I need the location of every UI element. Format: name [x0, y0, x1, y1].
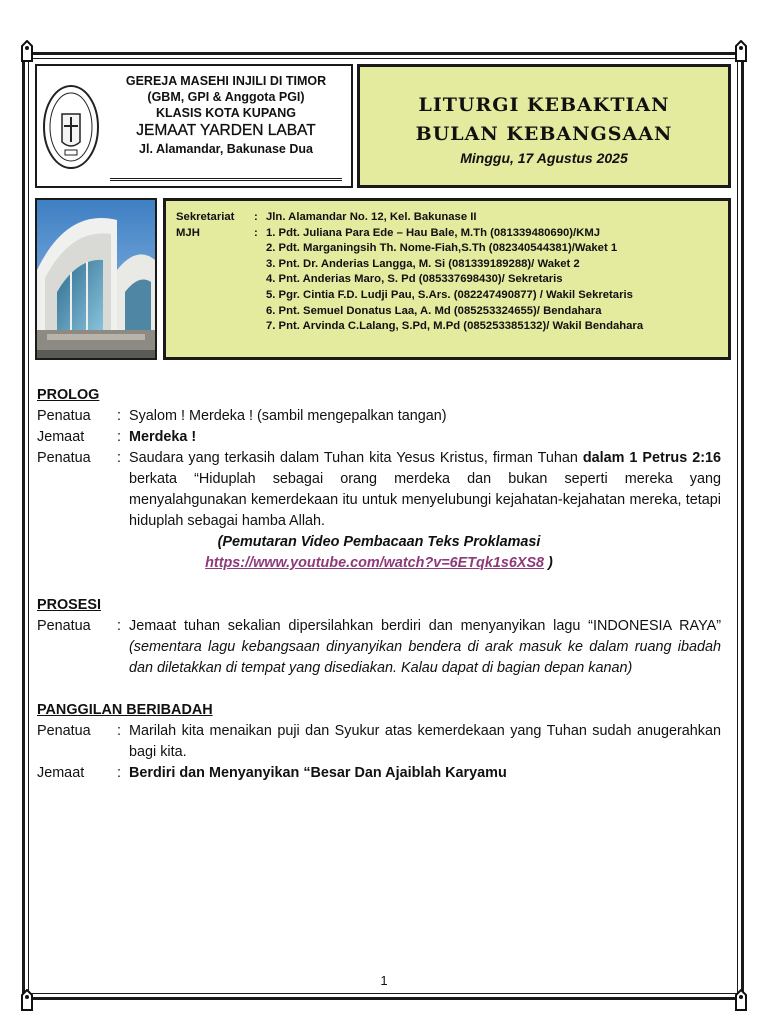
corner-ornament-bottom-right — [733, 989, 749, 1011]
colon: : — [117, 723, 121, 739]
liturgy-text — [129, 448, 721, 532]
section-heading-prolog: PROLOG — [37, 387, 100, 403]
liturgy-line — [37, 721, 721, 763]
liturgy-content — [37, 385, 721, 784]
church-address: Jl. Alamandar, Bakunase Dua — [139, 142, 313, 156]
separator: : — [254, 211, 258, 223]
mjh-member: 4. Pnt. Anderias Maro, S. Pd (085337698430)/ Sekretaris — [266, 273, 563, 286]
church-photo — [35, 198, 157, 360]
mjh-member: 3. Pnt. Dr. Anderias Langga, M. Si (081339189288)/ Waket 2 — [266, 257, 580, 270]
secretariat-info-box — [163, 198, 731, 360]
video-link[interactable]: https://www.youtube.com/watch?v=6ETqk1s6XS8 — [205, 555, 545, 571]
video-note: (Pemutaran Video Pembacaan Teks Proklamasi — [217, 534, 541, 550]
scripture-intro: Saudara yang terkasih dalam Tuhan kita Yesus Kristus, firman Tuhan — [129, 450, 583, 466]
separator: : — [254, 226, 258, 239]
church-affiliation: (GBM, GPI & Anggota PGI) — [147, 90, 305, 104]
speaker-role: Penatua — [37, 408, 91, 424]
speaker-role: Jemaat — [37, 765, 85, 781]
mjh-label: MJH — [176, 226, 200, 239]
mjh-member: 5. Pgr. Cintia F.D. Ludji Pau, S.Ars. (082247490877) / Wakil Sekretaris — [266, 288, 633, 301]
liturgy-title-box — [357, 64, 731, 188]
video-link-line — [37, 553, 721, 574]
colon: : — [117, 450, 121, 466]
liturgy-response: Berdiri dan Menyanyikan “Besar Dan Ajaiblah Karyamu — [129, 765, 507, 781]
speaker-role: Penatua — [37, 450, 91, 466]
church-classis: KLASIS KOTA KUPANG — [155, 106, 297, 120]
speaker-role: Penatua — [37, 723, 91, 739]
liturgy-line — [37, 427, 721, 448]
section-heading-panggilan-beribadah: PANGGILAN BERIBADAH — [37, 702, 213, 718]
liturgy-subtitle: BULAN KEBANGSAAN — [415, 123, 673, 145]
colon: : — [117, 408, 121, 424]
speaker-role: Penatua — [37, 618, 91, 634]
liturgy-text: Syalom ! Merdeka ! (sambil mengepalkan tangan) — [129, 408, 447, 424]
mjh-member: 6. Pnt. Semuel Donatus Laa, A. Md (085253324655)/ Bendahara — [266, 304, 602, 317]
liturgy-date: Minggu, 17 Agustus 2025 — [460, 150, 628, 166]
secretariat-label: Sekretariat — [176, 211, 235, 223]
procession-note: (sementara lagu kebangsaan dinyanyikan bendera di arak masuk ke dalam ruang ibadah dan diletakkan di tempat yang disediakan. Kalau dapat di bagian depan kanan) — [129, 639, 721, 676]
liturgy-line — [37, 763, 721, 784]
church-logo-icon — [42, 84, 100, 170]
procession-instruction: Jemaat tuhan sekalian dipersilahkan berdiri dan menyanyikan lagu “INDONESIA RAYA” — [129, 618, 721, 634]
liturgy-response: Merdeka ! — [129, 429, 197, 445]
colon: : — [117, 765, 121, 781]
mjh-member: 2. Pdt. Marganingsih Th. Nome-Fiah,S.Th (082340544381)/Waket 1 — [266, 242, 618, 255]
secretariat-address: Jln. Alamandar No. 12, Kel. Bakunase II — [266, 211, 477, 223]
corner-ornament-top-right — [733, 40, 749, 62]
page-number: 1 — [380, 973, 388, 988]
mjh-member: 7. Pnt. Arvinda C.Lalang, S.Pd, M.Pd (085253385132)/ Wakil Bendahara — [266, 320, 644, 333]
section-heading-prosesi: PROSESI — [37, 597, 101, 613]
liturgy-line — [37, 616, 721, 679]
scripture-quote: berkata “Hiduplah sebagai orang merdeka dan bukan seperti mereka yang menyalahgunakan kemerdekaan itu untuk menyelubungi kejahatan-kejahatan mereka, tetapi hiduplah sebagai hamba Allah. — [129, 471, 721, 529]
liturgy-text: Marilah kita menaikan puji dan Syukur atas kemerdekaan yang Tuhan sudah anugerahkan bagi kita. — [129, 723, 721, 760]
liturgy-line — [37, 406, 721, 427]
church-identity — [106, 73, 346, 157]
liturgy-line — [37, 448, 721, 532]
video-link-close: ) — [544, 555, 553, 571]
liturgy-text — [129, 616, 721, 679]
liturgy-title: LITURGI KEBAKTIAN — [418, 94, 670, 116]
church-name: GEREJA MASEHI INJILI DI TIMOR — [125, 74, 327, 88]
corner-ornament-bottom-left — [19, 989, 35, 1011]
corner-ornament-top-left — [19, 40, 35, 62]
scripture-reference: dalam 1 Petrus 2:16 — [582, 450, 722, 466]
colon: : — [117, 429, 121, 445]
congregation-name: JEMAAT YARDEN LABAT — [136, 122, 316, 139]
colon: : — [117, 618, 121, 634]
speaker-role: Jemaat — [37, 429, 85, 445]
mjh-member: 1. Pdt. Juliana Para Ede – Hau Bale, M.Th (081339480690)/KMJ — [266, 226, 601, 239]
address-underline — [110, 178, 342, 181]
